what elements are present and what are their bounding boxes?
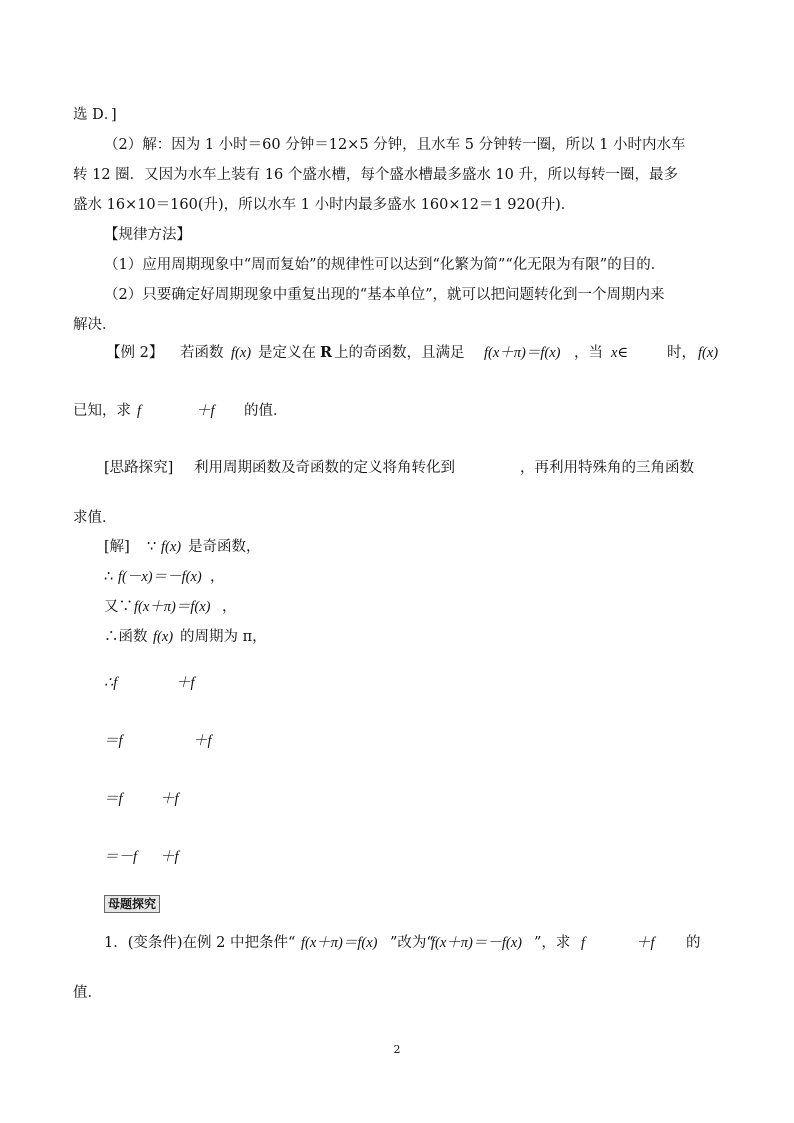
text: 是奇函数， xyxy=(188,539,261,555)
text: ”，求 xyxy=(534,935,571,951)
math: f(x) xyxy=(231,345,252,361)
text: 利用周期函数及奇函数的定义将角转化到 xyxy=(194,460,455,476)
text: ∴ xyxy=(104,569,114,585)
text: 的值． xyxy=(244,403,288,419)
text-line: 求值． xyxy=(73,510,117,526)
text: 是定义在 xyxy=(258,345,316,361)
text: ， xyxy=(222,599,237,615)
text: ，再利用特殊角的三角函数 xyxy=(520,460,694,476)
text: 又∵ xyxy=(104,599,133,615)
text: ”改为“ xyxy=(390,935,434,951)
math: f xyxy=(137,403,142,419)
math: ＋f xyxy=(176,675,195,691)
text: 的 xyxy=(686,935,701,951)
text: ， xyxy=(210,569,225,585)
math: ＋f xyxy=(636,935,655,951)
math: ＋f xyxy=(160,791,179,807)
text-line: 值． xyxy=(73,985,102,1001)
text-line: （2）只要确定好周期现象中重复出现的“基本单位”，就可以把问题转化到一个周期内来 xyxy=(104,287,665,303)
math: f(x＋π)＝－f(x) xyxy=(431,935,523,951)
text: 已知，求 xyxy=(73,403,131,419)
math: ＋f xyxy=(196,403,215,419)
math: ＝f xyxy=(104,733,123,749)
text: 若函数 xyxy=(180,345,224,361)
text: ，当 xyxy=(574,345,603,361)
math: x∈ xyxy=(611,345,629,361)
text: 1．(变条件)在例 2 中把条件“ xyxy=(104,935,296,951)
math: ∴f xyxy=(104,675,118,691)
text-line: 盛水 16×10＝160(升)，所以水车 1 小时内最多盛水 160×12＝1 920(升)． xyxy=(73,197,576,213)
solution-label: [解] xyxy=(104,539,130,555)
text-line: （2）解：因为 1 小时＝60 分钟＝12×5 分钟，且水车 5 分钟转一圈，所以 1 小时内水车 xyxy=(104,137,686,153)
math: f(x) xyxy=(161,539,182,555)
math: f xyxy=(581,935,586,951)
text-line: 解决． xyxy=(73,317,117,333)
math: f(－x)＝－f(x) xyxy=(118,569,202,585)
text-line: （1）应用周期现象中“周而复始”的规律性可以达到“化繁为简”“化无限为有限”的目的． xyxy=(104,257,666,273)
math: f(x) xyxy=(153,629,174,645)
math: ＝－f xyxy=(104,849,138,865)
section-heading: 【规律方法】 xyxy=(104,227,191,243)
text: ∴函数 xyxy=(104,629,148,645)
math: f(x) xyxy=(698,345,719,361)
page-number: 2 xyxy=(393,1043,401,1056)
text-line: 转 12 圈．又因为水车上装有 16 个盛水槽，每个盛水槽最多盛水 10 升，所以每转一圈，最多 xyxy=(73,167,679,183)
math: ＋f xyxy=(193,733,212,749)
math: ＝f xyxy=(104,791,123,807)
math: ＋f xyxy=(160,849,179,865)
text: 上的奇函数，且满足 xyxy=(334,345,465,361)
math: f(x＋π)＝f(x) xyxy=(484,345,561,361)
hint-label: [思路探究] xyxy=(104,460,174,476)
example-label: 【例 2】 xyxy=(106,345,164,361)
text: ∵ xyxy=(147,539,157,555)
math: R xyxy=(320,344,333,361)
text-line: 选 D．] xyxy=(73,107,117,123)
text: 时， xyxy=(667,345,696,361)
text: 的周期为 π， xyxy=(180,629,267,645)
section-badge: 母题探究 xyxy=(104,895,160,913)
math: f(x＋π)＝f(x) xyxy=(301,935,378,951)
math: f(x＋π)＝f(x) xyxy=(134,599,211,615)
